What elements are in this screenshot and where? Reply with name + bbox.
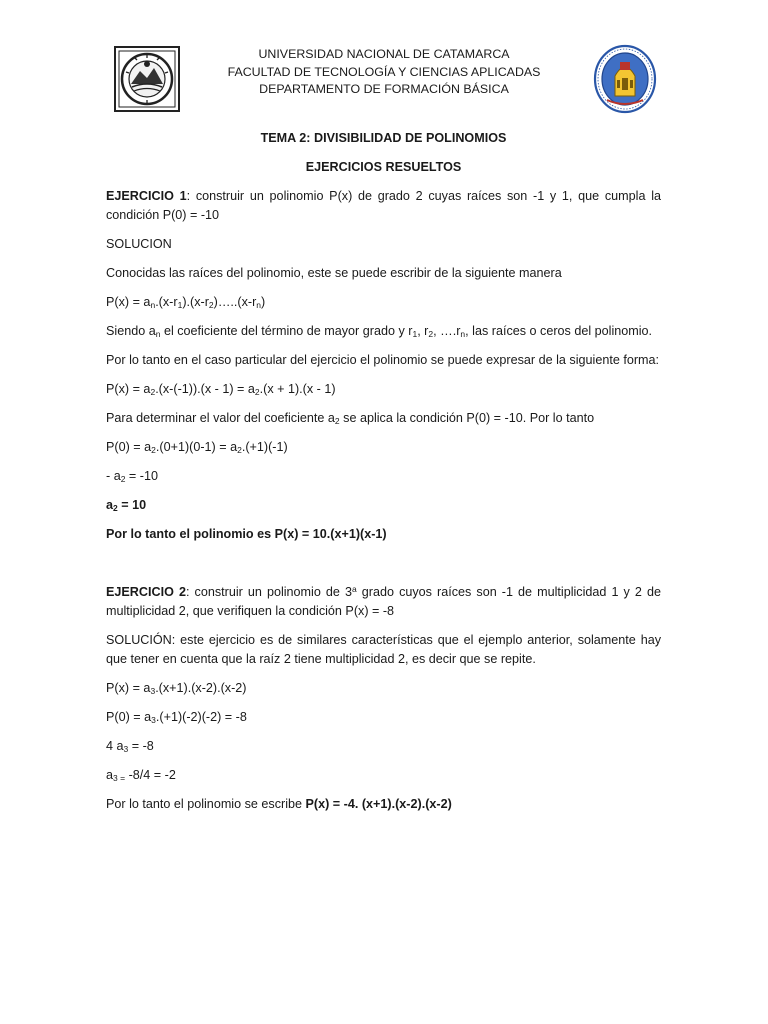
university-name: UNIVERSIDAD NACIONAL DE CATAMARCA xyxy=(258,47,510,61)
exercise-1-label: EJERCICIO 1 xyxy=(106,189,187,203)
exercise-1-intro: Conocidas las raíces del polinomio, este se puede escribir de la siguiente manera xyxy=(106,266,562,280)
particular-factor-form: $P(x) = a_2.(x-(-1)).(x - 1) = a_2.(x + 1).(x - 1)$ xyxy=(106,382,336,397)
general-factor-form: $P(x) = a_n.(x-r_1).(x-r_2)\dots..(x-r_n)$ xyxy=(106,295,266,310)
exercise-1-solution-label: SOLUCION xyxy=(106,237,172,251)
section-subtitle: EJERCICIOS RESUELTOS xyxy=(305,160,462,174)
exercise-2-evaluate-p0: $P(0) = a_3.(+1)(-2)(-2) = -8$ xyxy=(106,710,247,725)
exercise-2-coefficient-result: $a_{3 =}$ -8/4 = -2 xyxy=(106,768,176,783)
exercise-2-conclusion: Por lo tanto el polinomio se escribe P(x) = -4. (x+1).(x-2).(x-2) xyxy=(106,797,452,811)
exercise-2-statement: EJERCICIO 2: construir un polinomio de 3$^a$ grado cuyos raíces son -1 de multiplicidad 1 y 2 de multiplicidad 2, que verifiquen la condición P(x) = -8 xyxy=(106,584,661,618)
exercise-1-statement: EJERCICIO 1: construir un polinomio P(x) de grado 2 cuyas raíces son -1 y 1, que cumpla la condición P(0) = -10 xyxy=(106,189,661,222)
coefficient-result: $a_2 = 10$ xyxy=(106,498,147,513)
exercise-2-factor-form: $P(x) = a_3.(x+1).(x-2).(x-2)$ xyxy=(106,681,247,696)
coefficient-explanation: Siendo $a_n$ el coeficiente del término de mayor grado y $r_1$, $r_2$, $\dots.r_n$, las raíces o ceros del polinomio. xyxy=(106,324,653,339)
faculty-emblem-icon xyxy=(593,44,657,114)
institution-header xyxy=(190,46,578,99)
exercise-2-equation: 4 $a_3 = -8$ xyxy=(106,739,154,754)
department-name: DEPARTAMENTO DE FORMACIÓN BÁSICA xyxy=(259,82,509,96)
topic-title: TEMA 2: DIVISIBILIDAD DE POLINOMIOS xyxy=(260,131,507,145)
condition-text: Para determinar el valor del coeficiente $a_2$ se aplica la condición P(0) = -10. Por lo tanto xyxy=(106,411,595,426)
exercise-2-label: EJERCICIO 2 xyxy=(106,585,186,599)
particular-case-text: Por lo tanto en el caso particular del ejercicio el polinomio se puede expresar de la siguiente forma: xyxy=(106,353,660,367)
exercise-2-solution: SOLUCIÓN: este ejercicio es de similares características que el ejemplo anterior, solamente hay que tener en cuenta que la raíz 2 tiene multiplicidad 2, es decir que se repite. xyxy=(106,633,661,666)
document-body xyxy=(106,129,661,814)
evaluate-p0: $P(0) = a_2.(0+1)(0-1) = a_2.(+1)(-1)$ xyxy=(106,440,288,455)
faculty-name: FACULTAD DE TECNOLOGÍA Y CIENCIAS APLICADAS xyxy=(227,64,541,79)
university-seal-icon xyxy=(114,46,180,112)
exercise-1-conclusion: Por lo tanto el polinomio es P(x) = 10.(x+1)(x-1) xyxy=(106,527,387,541)
document-header xyxy=(0,44,768,116)
coefficient-equation: - $a_2 = -10$ xyxy=(106,469,158,484)
